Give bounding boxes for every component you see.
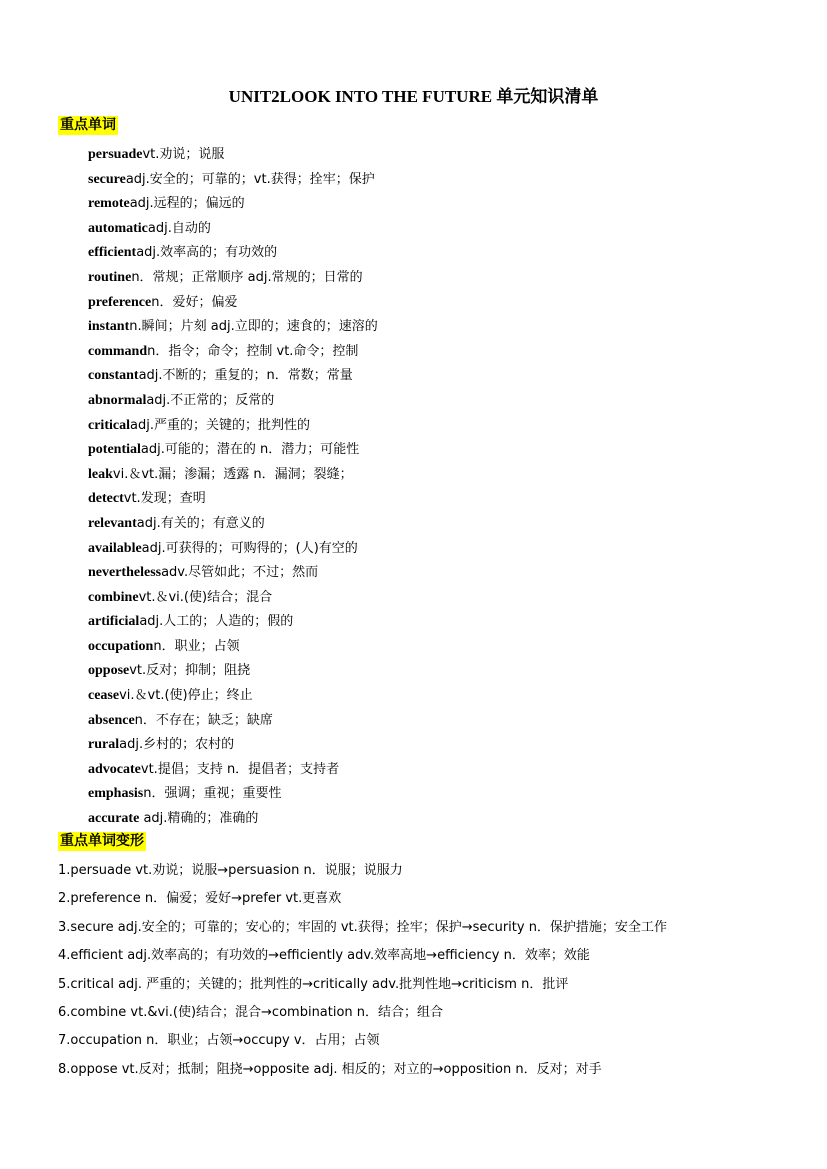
key-words-list	[88, 145, 378, 834]
word-definition: n．职业；占领	[153, 638, 240, 654]
word-entry	[88, 735, 378, 760]
word-entry	[88, 145, 378, 170]
word-entry	[88, 416, 378, 441]
word-definition: adv.尽管如此；不过；然而	[161, 565, 319, 581]
word-entry	[88, 268, 378, 293]
word-entry	[88, 809, 378, 834]
word-form-entry: 5.critical adj. 严重的；关键的；批判性的→critically adv.批判性地→criticism n．批评	[58, 976, 569, 992]
word-entry	[88, 588, 378, 613]
word-definition: adj.效率高的；有功效的	[136, 245, 278, 261]
word-definition: adj.人工的；人造的；假的	[139, 614, 294, 630]
word-entry	[88, 784, 378, 809]
word-headword: advocate	[88, 761, 141, 777]
word-headword: instant	[88, 319, 130, 335]
word-definition: adj.有关的；有意义的	[136, 515, 265, 531]
word-definition: vt.提倡；支持 n．提倡者；支持者	[140, 761, 340, 777]
word-entry	[88, 219, 378, 244]
word-headword: persuade	[88, 147, 143, 162]
word-entry	[88, 194, 378, 219]
word-entry	[88, 514, 378, 539]
word-definition: vi.＆vt.漏；渗漏；透露 n．漏洞；裂缝；	[112, 466, 353, 482]
word-headword: accurate	[88, 811, 140, 827]
word-entry	[88, 293, 378, 318]
word-entry	[88, 686, 378, 711]
word-entry	[88, 366, 378, 391]
word-entry	[88, 612, 378, 637]
word-entry	[88, 563, 378, 588]
word-entry	[88, 711, 378, 736]
word-entry	[88, 342, 378, 367]
word-headword: occupation	[88, 638, 154, 654]
word-headword: artificial	[88, 614, 140, 630]
word-entry	[88, 440, 378, 465]
word-entry	[88, 243, 378, 268]
word-headword: absence	[88, 712, 135, 728]
word-headword: cease	[88, 688, 120, 704]
word-form-entry: 1.persuade vt.劝说；说服→persuasion n．说服；说服力	[58, 863, 403, 878]
word-definition: adj.安全的；可靠的；vt.获得；拴牢；保护	[125, 171, 375, 187]
word-headword: oppose	[88, 663, 130, 679]
word-headword: preference	[88, 294, 152, 310]
word-definition: n．爱好；偏爱	[151, 294, 238, 310]
word-headword: routine	[88, 269, 132, 285]
word-form-entry: 7.occupation n．职业；占领→occupy v．占用；占领	[58, 1033, 380, 1049]
word-headword: combine	[88, 589, 139, 605]
word-entry	[88, 539, 378, 564]
word-entry	[88, 760, 378, 785]
document-title: UNIT2LOOK INTO THE FUTURE 单元知识清单	[228, 87, 599, 106]
section-heading-word-forms: 重点单词变形	[60, 833, 144, 849]
word-form-entry: 2.preference n．偏爱；爱好→prefer vt.更喜欢	[58, 891, 342, 907]
word-headword: nevertheless	[88, 565, 162, 581]
word-headword: leak	[88, 466, 113, 482]
word-definition: adj.可能的；潜在的 n．潜力；可能性	[140, 442, 360, 458]
word-entry	[88, 489, 378, 514]
word-definition: adj.自动的	[147, 220, 211, 236]
word-definition: adj.不正常的；反常的	[146, 392, 275, 408]
word-definition: adj.不断的；重复的；n．常数；常量	[138, 368, 353, 384]
section-heading-key-words: 重点单词	[60, 117, 116, 133]
word-headword: command	[88, 343, 148, 359]
word-definition: n．不存在；缺乏；缺席	[134, 712, 273, 728]
word-form-entry: 4.efficient adj.效率高的；有功效的→efficiently adv.效率高地→efficiency n．效率；效能	[58, 948, 590, 964]
word-definition: vt.劝说；说服	[142, 147, 225, 162]
word-definition: vi.＆vt.(使)停止；终止	[119, 688, 253, 704]
word-definition: vt.发现；查明	[123, 491, 206, 507]
word-headword: critical	[88, 417, 130, 433]
word-definition: adj.乡村的；农村的	[119, 737, 235, 753]
word-headword: potential	[88, 442, 141, 458]
word-form-entry: 6.combine vt.&vi.(使)结合；混合→combination n．结合；组合	[58, 1004, 444, 1020]
word-headword: efficient	[88, 245, 137, 261]
word-entry	[88, 661, 378, 686]
word-headword: constant	[88, 368, 139, 384]
word-headword: rural	[88, 737, 120, 753]
word-definition: n．常规；正常顺序 adj.常规的；日常的	[131, 269, 363, 285]
word-definition: adj.精确的；准确的	[139, 811, 259, 827]
word-form-entry: 3.secure adj.安全的；可靠的；安心的；牢固的 vt.获得；拴牢；保护→security n．保护措施；安全工作	[58, 919, 667, 935]
word-forms-list	[58, 860, 667, 1087]
word-headword: remote	[88, 196, 130, 212]
word-entry	[88, 391, 378, 416]
word-entry	[88, 170, 378, 195]
word-headword: abnormal	[88, 392, 147, 408]
word-definition: n．强调；重视；重要性	[143, 786, 282, 802]
word-definition: adj.可获得的；可购得的；(人)有空的	[141, 540, 358, 556]
word-headword: relevant	[88, 515, 137, 531]
word-form-entry: 8.oppose vt.反对；抵制；阻挠→opposite adj. 相反的；对立的→opposition n．反对；对手	[58, 1061, 602, 1077]
word-definition: n．指令；命令；控制 vt.命令；控制	[147, 343, 359, 359]
word-definition: n.瞬间；片刻 adj.立即的；速食的；速溶的	[129, 319, 378, 335]
word-definition: adj.远程的；偏远的	[129, 196, 245, 212]
word-definition: vt.＆vi.(使)结合；混合	[138, 589, 273, 605]
word-headword: emphasis	[88, 786, 144, 802]
word-entry	[88, 317, 378, 342]
word-entry	[88, 637, 378, 662]
word-headword: detect	[88, 491, 124, 507]
word-definition: adj.严重的；关键的；批判性的	[129, 417, 310, 433]
word-headword: secure	[88, 171, 126, 187]
word-headword: automatic	[88, 220, 148, 236]
word-definition: vt.反对；抑制；阻挠	[129, 663, 251, 679]
word-headword: available	[88, 540, 142, 556]
word-entry	[88, 465, 378, 490]
